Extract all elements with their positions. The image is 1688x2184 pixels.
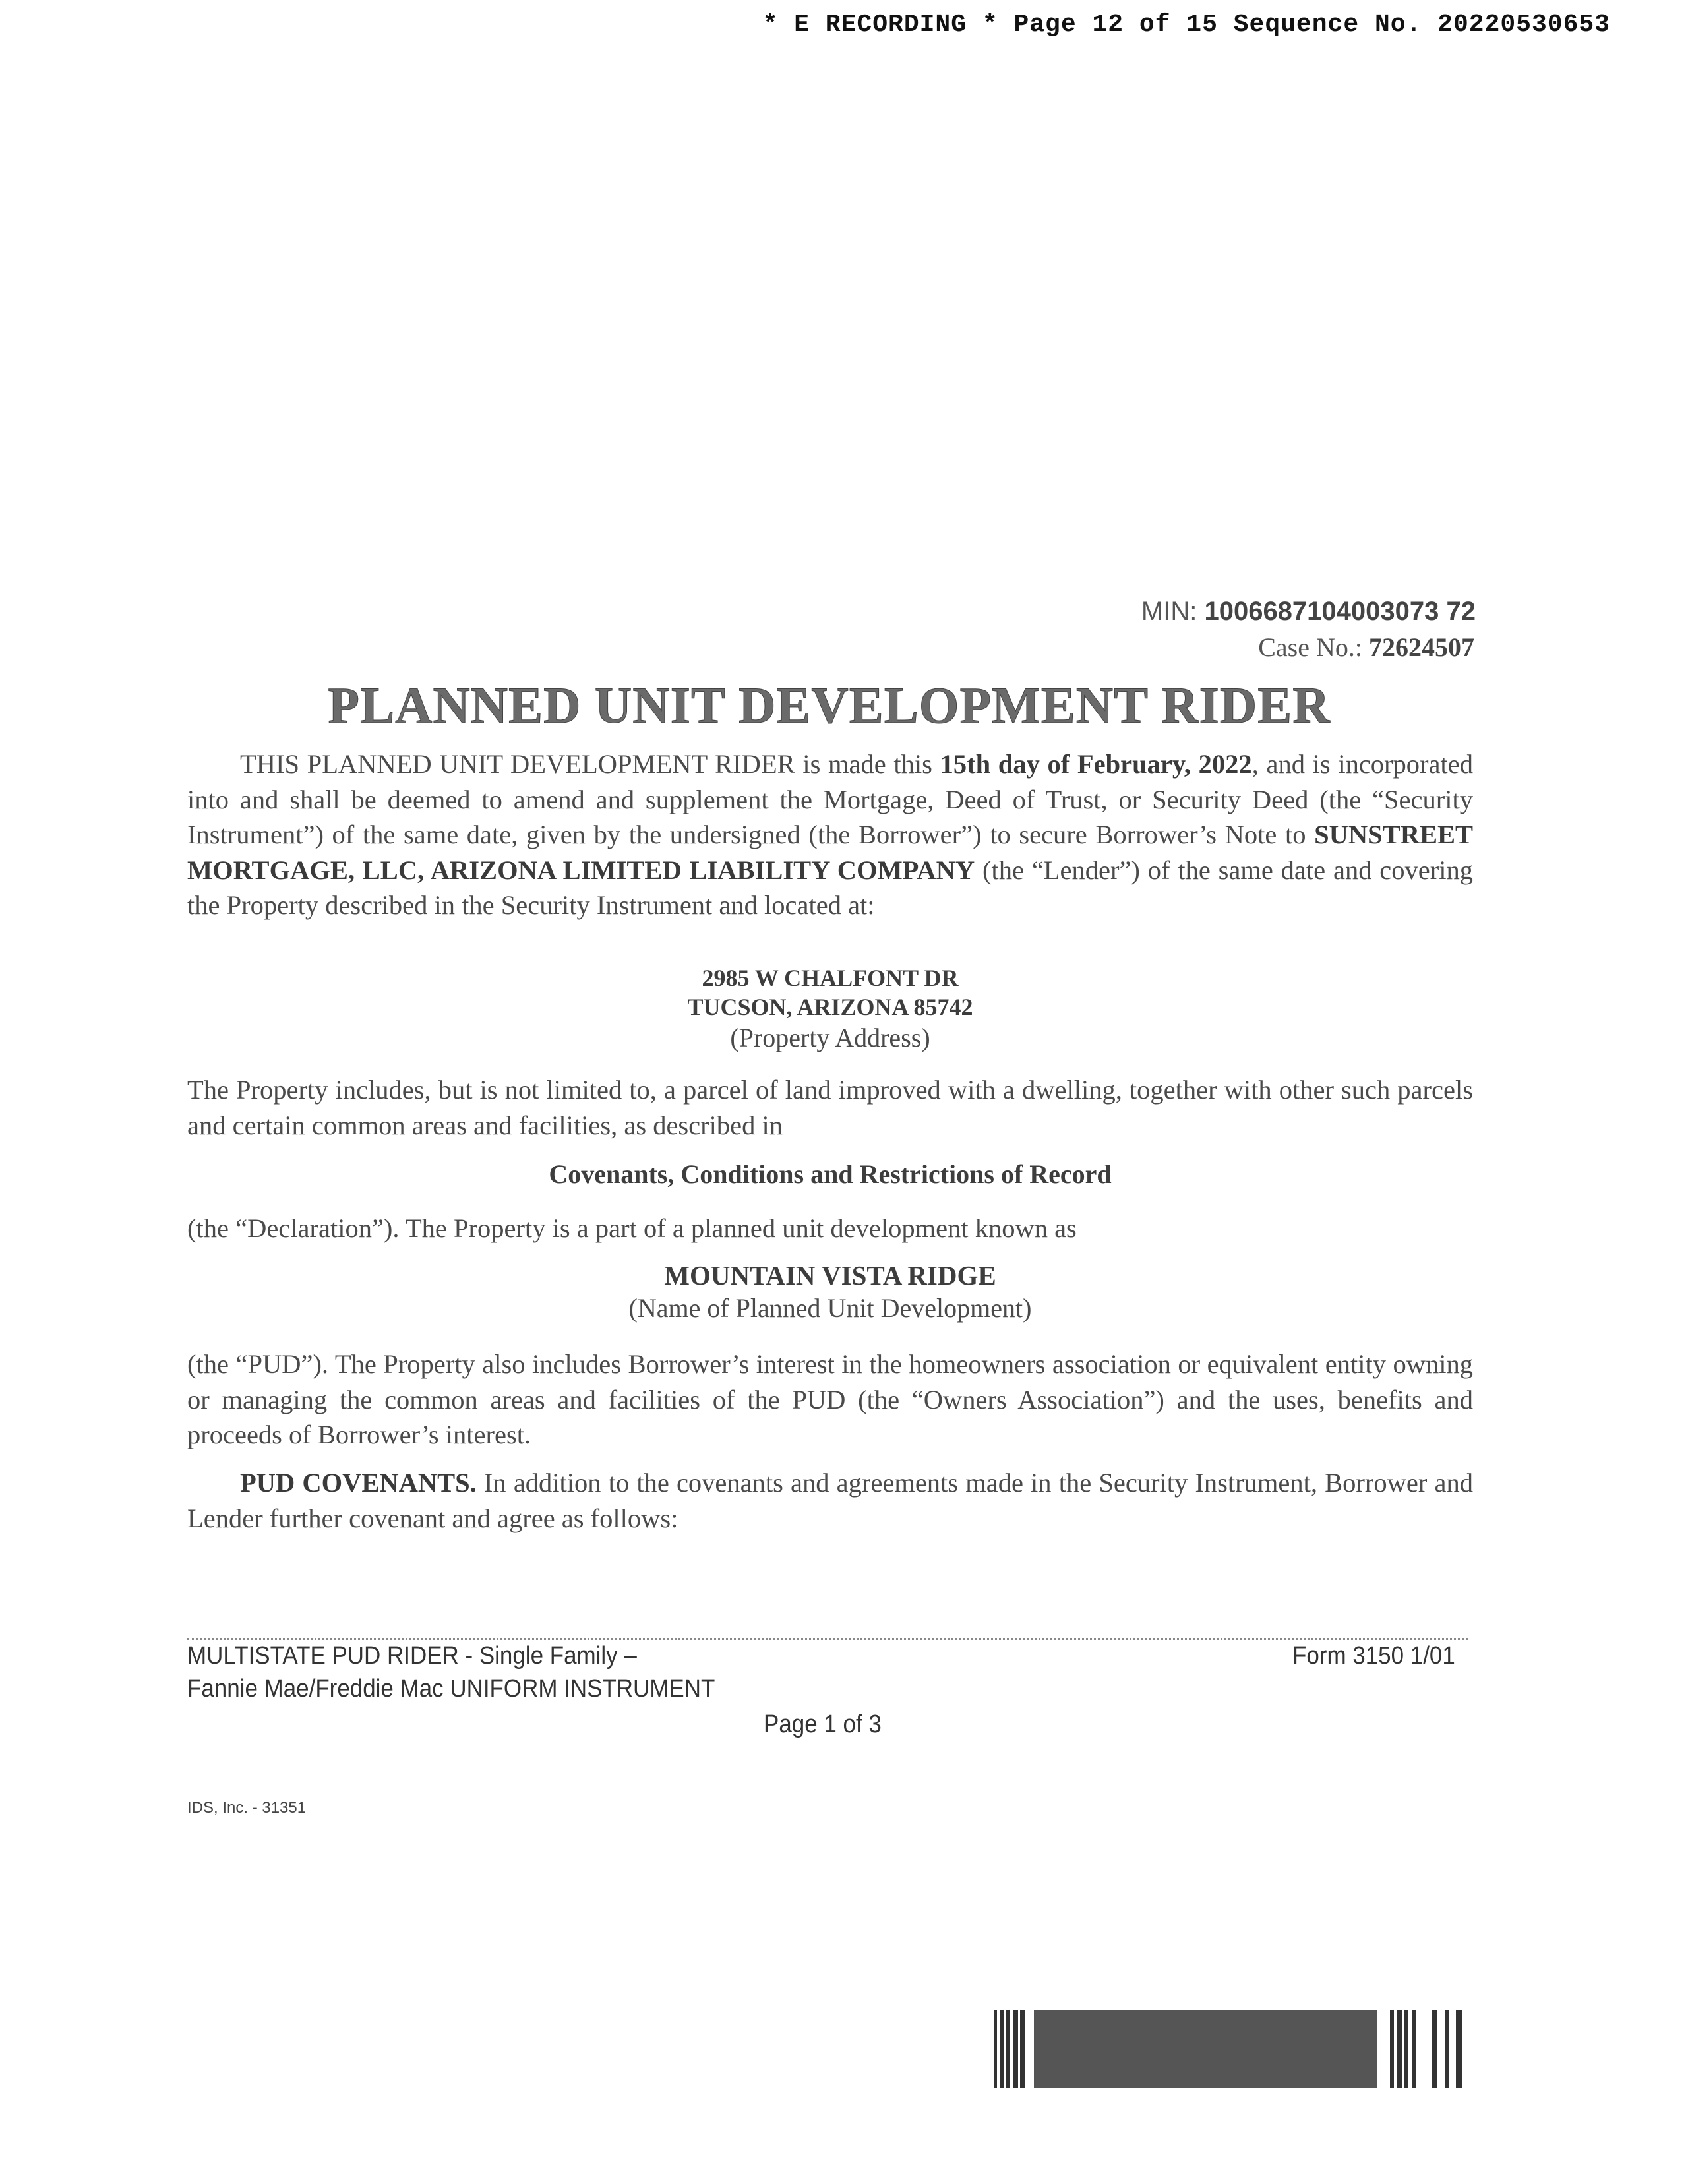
rider-date: 15th day of February, 2022 [940, 749, 1252, 779]
lender-name: SUNSTREET MORTGAGE, LLC, ARIZONA LIMITED LIABILITY COMPANY [187, 820, 1473, 885]
pud-name-caption: (Name of Planned Unit Development) [628, 1293, 1032, 1323]
case-number [1258, 632, 1474, 663]
footer-page-number: Page 1 of 3 [764, 1711, 882, 1738]
footer-instrument-name: Fannie Mae/Freddie Mac UNIFORM INSTRUMENT [187, 1675, 715, 1703]
min-label: MIN: [1141, 597, 1197, 626]
footer-divider [187, 1638, 1468, 1640]
pud-name: MOUNTAIN VISTA RIDGE [664, 1260, 996, 1290]
property-address-caption: (Property Address) [730, 1023, 930, 1052]
declaration-name: Covenants, Conditions and Restrictions of Record [549, 1159, 1112, 1189]
vendor-code: IDS, Inc. - 31351 [187, 1799, 307, 1817]
case-value: 72624507 [1369, 632, 1474, 662]
covenants-text: In addition to the covenants and agreements made in the Security Instrument, Borrower and Lender further covenant and agree as follows: [187, 1468, 1473, 1533]
document-title: PLANNED UNIT DEVELOPMENT RIDER [328, 677, 1331, 734]
recording-stamp: * E RECORDING * Page 12 of 15 Sequence No. 20220530653 [762, 11, 1610, 39]
case-label: Case No.: [1258, 632, 1362, 662]
property-street: 2985 W CHALFONT DR [702, 965, 959, 991]
covenants-heading: PUD COVENANTS. [240, 1468, 477, 1498]
property-paragraph: The Property includes, but is not limited to, a parcel of land improved with a dwelling, together with other such parcels and certain common areas and facilities, as described in [187, 1075, 1473, 1140]
intro-text-b: , and is incorporated into and shall be deemed to amend and supplement the Mortgage, Deed of Trust, or Security Deed (the “Security Instrument”) of the same date, given by the undersigned (the Borrower”) to secure Borrower’s Note to [187, 749, 1473, 849]
property-city-state-zip: TUCSON, ARIZONA 85742 [687, 994, 973, 1020]
declaration-paragraph: (the “Declaration”). The Property is a part of a planned unit development known as [187, 1213, 1077, 1243]
footer-form-title: MULTISTATE PUD RIDER - Single Family – [187, 1642, 637, 1670]
intro-text-c: (the “Lender”) of the same date and covering the Property described in the Security Instrument and located at: [187, 855, 1473, 920]
intro-paragraph [187, 746, 1473, 923]
min-value: 1006687104003073 72 [1204, 597, 1476, 626]
barcode-image [994, 2010, 1464, 2088]
footer-form-number: Form 3150 1/01 [1292, 1642, 1455, 1670]
intro-text-a: THIS PLANNED UNIT DEVELOPMENT RIDER is made this [240, 749, 940, 779]
covenants-paragraph [187, 1465, 1473, 1536]
pud-paragraph: (the “PUD”). The Property also includes Borrower’s interest in the homeowners association or equivalent entity owning or managing the common areas and facilities of the PUD (the “Owners Association”) and the uses, benefits and proceeds of Borrower’s interest. [187, 1349, 1473, 1449]
min-number [1141, 597, 1476, 626]
